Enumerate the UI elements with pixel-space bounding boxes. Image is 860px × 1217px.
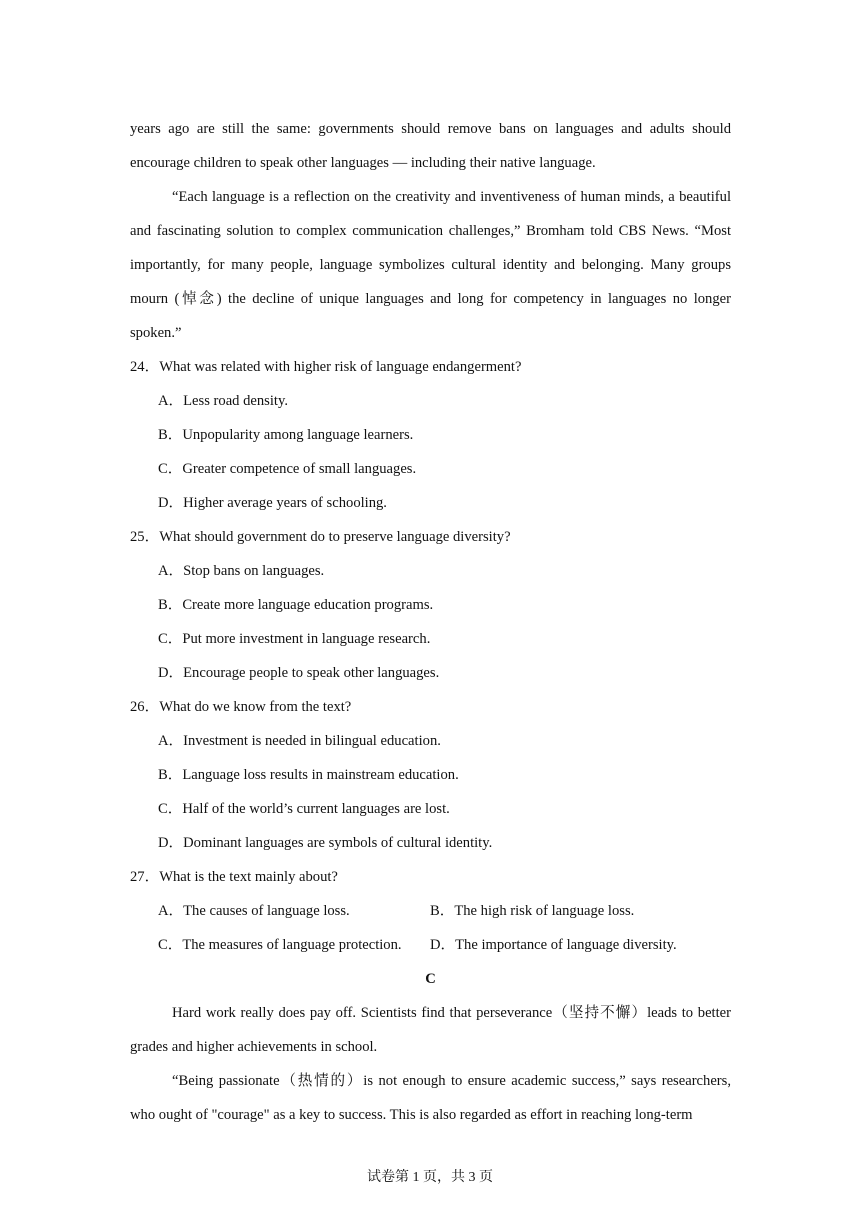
question-25 xyxy=(130,520,731,690)
option-a: A．Investment is needed in bilingual education. xyxy=(158,733,441,749)
option-c: C．Half of the world’s current languages are lost. xyxy=(158,801,450,817)
section-heading: C xyxy=(425,971,436,987)
option-c: C．Greater competence of small languages. xyxy=(158,461,417,477)
options-row-1 xyxy=(130,894,731,928)
passage-c-paragraph-1: Hard work really does pay off. Scientists find that perseverance（坚持不懈）leads to better grades and higher achievements in school. xyxy=(130,1005,731,1055)
options-row-2 xyxy=(130,928,731,962)
option-b: B．The high risk of language loss. xyxy=(430,903,635,919)
question-24 xyxy=(130,350,731,520)
option-d: D．Dominant languages are symbols of cultural identity. xyxy=(158,835,493,851)
page-footer: 试卷第 1 页，共 3 页 xyxy=(367,1170,493,1185)
option-d: D．Encourage people to speak other languages. xyxy=(158,665,440,681)
question-26 xyxy=(130,690,731,860)
option-c: C．Put more investment in language research. xyxy=(158,631,431,647)
option-d: D．The importance of language diversity. xyxy=(430,937,677,953)
passage-c-paragraph-2: “Being passionate（热情的）is not enough to ensure academic success,” says researchers, who ought of "courage" as a key to success. This is also regarded as effort in reaching long-term xyxy=(130,1073,731,1123)
option-b: B．Unpopularity among language learners. xyxy=(158,427,414,443)
option-c: C．The measures of language protection. xyxy=(158,937,402,953)
page-content xyxy=(130,112,731,1132)
option-a: A．The causes of language loss. xyxy=(158,903,350,919)
option-a: A．Less road density. xyxy=(158,393,288,409)
passage-b-paragraph-1: years ago are still the same: governments should remove bans on languages and adults should encourage children to speak other languages — including their native language. xyxy=(130,121,731,171)
question-stem: 26．What do we know from the text? xyxy=(130,699,352,715)
question-27 xyxy=(130,860,731,962)
option-a: A．Stop bans on languages. xyxy=(158,563,325,579)
option-d: D．Higher average years of schooling. xyxy=(158,495,387,511)
question-stem: 24．What was related with higher risk of language endangerment? xyxy=(130,359,522,375)
question-stem: 27．What is the text mainly about? xyxy=(130,869,338,885)
question-stem: 25．What should government do to preserve language diversity? xyxy=(130,529,511,545)
option-b: B．Language loss results in mainstream education. xyxy=(158,767,459,783)
passage-b-paragraph-2: “Each language is a reflection on the creativity and inventiveness of human minds, a beautiful and fascinating solution to complex communication challenges,” Bromham told CBS News. “Most importantly, for many people, language symbolizes cultural identity and belonging. Many groups mourn (悼念) the decline of unique languages and long for competency in languages no longer spoken.” xyxy=(130,189,731,341)
option-b: B．Create more language education programs. xyxy=(158,597,434,613)
